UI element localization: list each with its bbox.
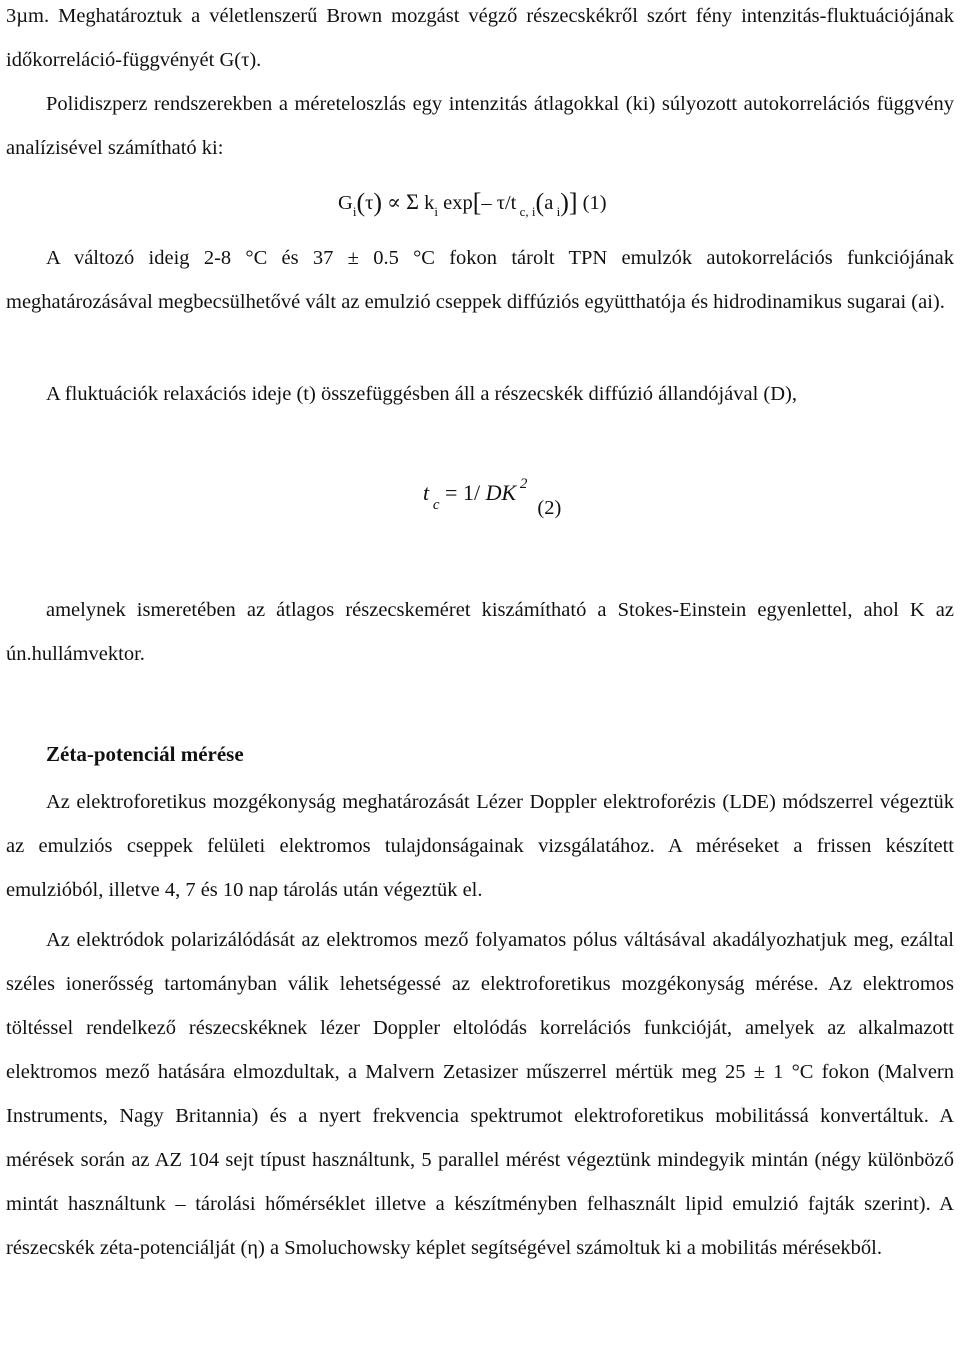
eq1-sub-i: i [434, 204, 438, 219]
eq1-paren: ) [373, 188, 383, 217]
section-heading-zeta: Zéta-potenciál mérése [46, 742, 244, 766]
eq2-equals: = 1/ [439, 480, 486, 505]
eq1-sub-i: i [352, 204, 357, 219]
eq1-sub-ci: c, i [516, 204, 536, 219]
eq1-exp: exp [437, 192, 473, 214]
eq1-a: a [544, 192, 554, 214]
eq1-paren: ) [560, 188, 569, 217]
eq2-sup-2: 2 [516, 476, 528, 492]
eq1-G: G [338, 192, 353, 214]
equation-relaxation [423, 476, 562, 519]
paragraph-electrodes: Az elektródok polarizálódását az elektromos mező folyamatos pólus váltásával akadályozhatjuk meg, ezáltal széles ionerősség tartományban válik lehetségessé az elektroforetikus mozgékonyság mérése. Az elektromos töltéssel rendelkező részecskéknek lézer Doppler eltolódás korrelációs funkcióját, amelyek az alkalmazott elektromos mező hatására elmozdultak, a Malvern Zetasizer műszerrel mértük meg 25 ± 1 °C fokon (Malvern Instruments, Nagy Britannia) és a nyert frekvencia spektrumot elektroforetikus mobilitássá konvertáltuk. A mérések során az AZ 104 sejt típust használtunk, 5 parallel mérést végeztünk mindegyik mintán (négy különböző mintát használtunk – tárolási hőmérséklet illetve a készítményben felhasznált lipid emulzió fajták szerint). A részecskék zéta-potenciálját (η) a Smoluchowsky képlet segítségével számoltuk ki a mobilitás mérésekből. [6, 929, 954, 1259]
paragraph-tpn-emulsions: A változó ideig 2-8 °C és 37 ± 0.5 °C fokon tárolt TPN emulzók autokorrelációs funkciójának meghatározásával megbecsülhetővé vált az emulzió cseppek diffúziós együtthatója és hidrodinamikus sugarai (ai). [6, 247, 954, 313]
eq1-bracket: [ [472, 188, 482, 217]
paragraph-relaxation-time: A fluktuációk relaxációs ideje (t) összefüggésben áll a részecskék diffúzió állandójával (D), [46, 383, 797, 405]
paragraph-lde: Az elektroforetikus mozgékonyság meghatározását Lézer Doppler elektroforézis (LDE) módszerrel végeztük az emulziós cseppek felületi elektromos tulajdonságainak vizsgálatához. A méréseket a frissen készített emulzióból, illetve 4, 7 és 10 nap tárolás után végeztük el. [6, 791, 954, 901]
eq2-sub-c: c [429, 497, 440, 513]
eq2-DK: DK [485, 480, 517, 505]
eq2-t: t [423, 480, 430, 505]
eq1-proportional: ∝ [382, 192, 407, 214]
eq1-k: k [418, 192, 435, 214]
eq1-paren: ( [535, 188, 545, 217]
eq1-bracket: ] [568, 188, 578, 217]
eq1-number: (1) [577, 192, 607, 214]
eq1-sub-i: i [553, 204, 561, 219]
paragraph-brown-motion: 3µm. Meghatároztuk a véletlenszerű Brown mozgást végző részecskékről szórt fény intenzitás-fluktuációjának időkorreláció-függvényét G(τ). [6, 5, 954, 71]
paragraph-stokes-einstein: amelynek ismeretében az átlagos részecskeméret kiszámítható a Stokes-Einstein egyenlettel, ahol K az ún.hullámvektor. [6, 599, 954, 665]
eq1-tau-over-t: – τ/t [481, 192, 517, 214]
eq1-tau: τ [365, 192, 374, 214]
eq1-sigma: Σ [406, 189, 419, 214]
eq1-paren: ( [356, 188, 366, 217]
equation-autocorrelation [338, 186, 607, 220]
eq2-number: (2) [537, 497, 562, 519]
paragraph-polydisperse: Polidiszperz rendszerekben a méreteloszlás egy intenzitás átlagokkal (ki) súlyozott autokorrelációs függvény analízisével számítható ki: [6, 93, 954, 159]
